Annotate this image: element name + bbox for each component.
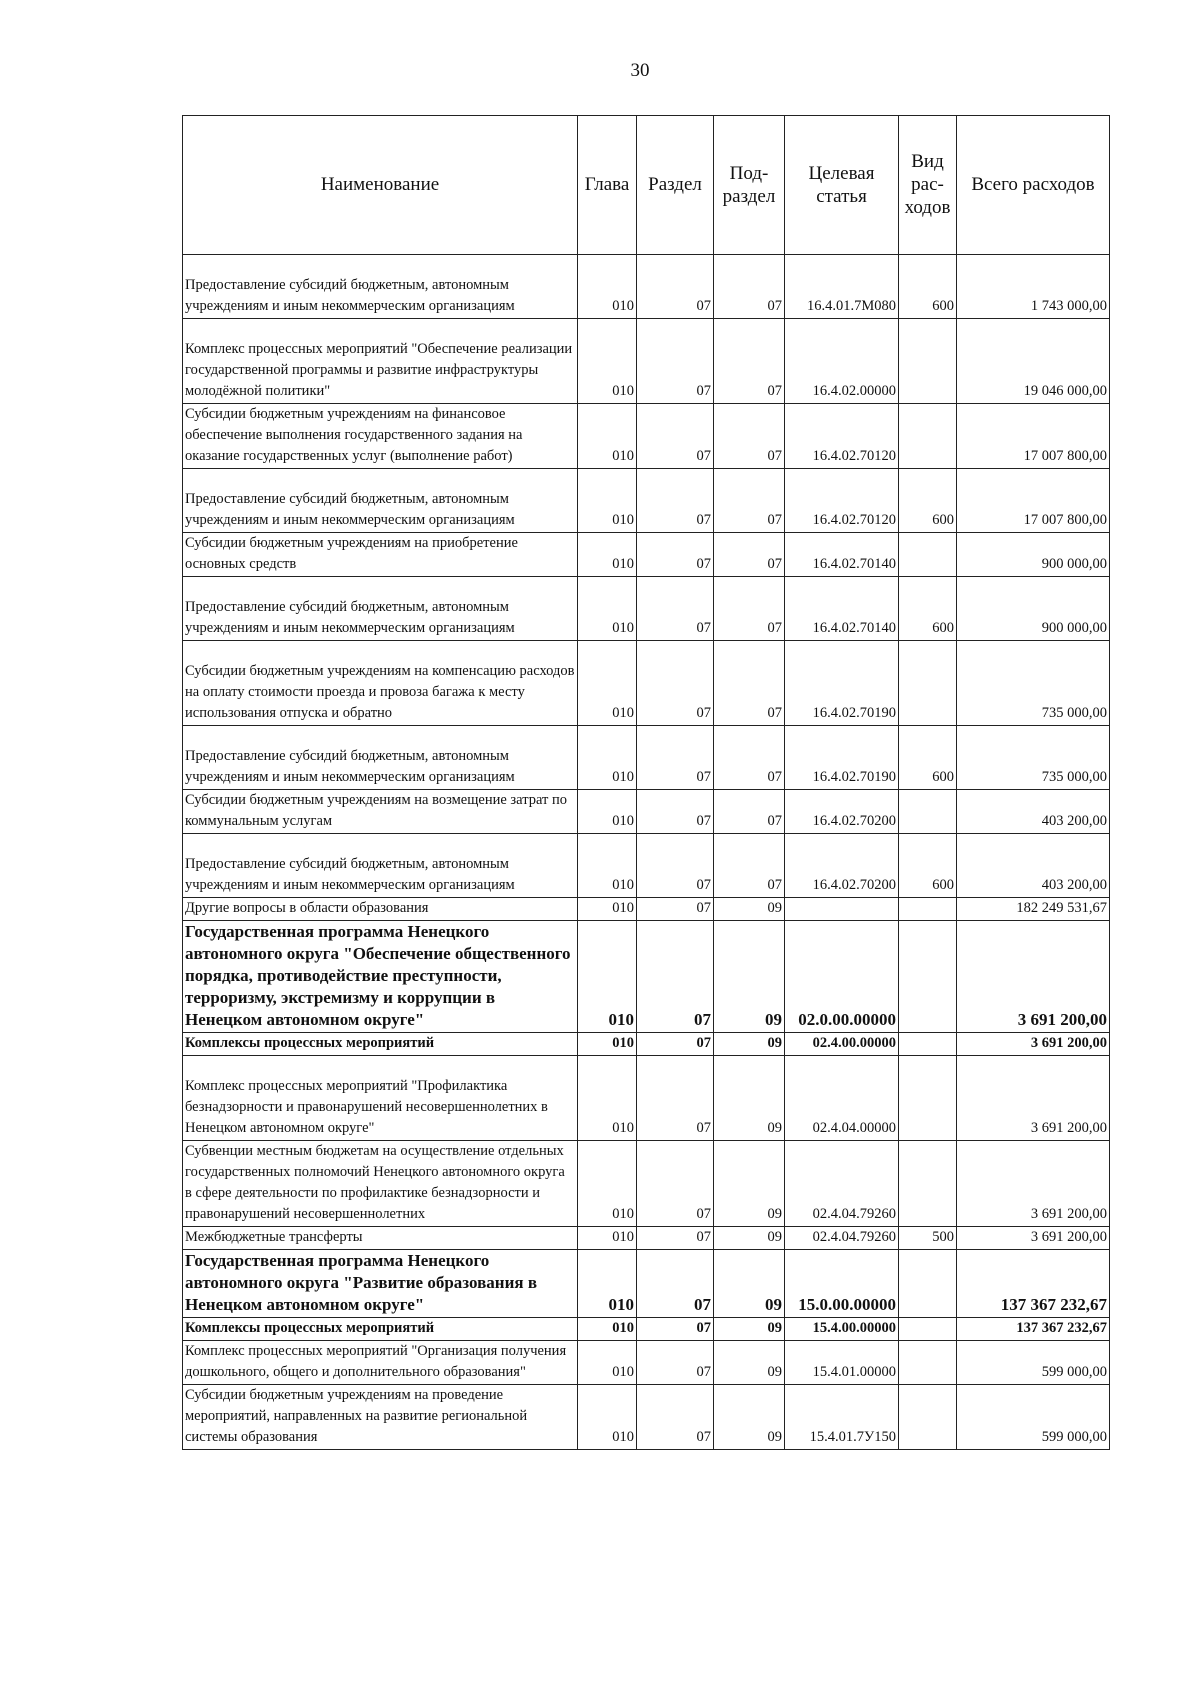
cell-total: 3 691 200,00 (957, 1141, 1110, 1227)
cell-total: 403 200,00 (957, 790, 1110, 834)
cell-podrazdel: 07 (714, 319, 785, 404)
cell-target: 16.4.02.70190 (785, 726, 899, 790)
cell-razdel: 07 (637, 1033, 714, 1056)
cell-razdel: 07 (637, 577, 714, 641)
table-row (183, 577, 1110, 641)
cell-vid: 600 (899, 726, 957, 790)
cell-vid (899, 319, 957, 404)
cell-target: 15.0.00.00000 (785, 1250, 899, 1318)
table-row (183, 469, 1110, 533)
cell-total: 182 249 531,67 (957, 898, 1110, 921)
table-row (183, 404, 1110, 469)
cell-podrazdel: 07 (714, 404, 785, 469)
cell-vid (899, 1341, 957, 1385)
cell-name: Субсидии бюджетным учреждениям на приобретение основных средств (183, 533, 578, 577)
table-row (183, 319, 1110, 404)
header-glava: Глава (578, 116, 637, 255)
cell-razdel: 07 (637, 1141, 714, 1227)
cell-target: 16.4.02.70120 (785, 469, 899, 533)
cell-vid: 600 (899, 834, 957, 898)
cell-razdel: 07 (637, 319, 714, 404)
cell-glava: 010 (578, 1341, 637, 1385)
cell-name: Субсидии бюджетным учреждениям на проведение мероприятий, направленных на развитие региональной системы образования (183, 1385, 578, 1450)
cell-razdel: 07 (637, 533, 714, 577)
table-row (183, 898, 1110, 921)
cell-podrazdel: 07 (714, 469, 785, 533)
cell-glava: 010 (578, 469, 637, 533)
header-row (183, 116, 1110, 255)
table-row (183, 1033, 1110, 1056)
cell-podrazdel: 09 (714, 1227, 785, 1250)
cell-vid (899, 898, 957, 921)
cell-total: 17 007 800,00 (957, 404, 1110, 469)
cell-podrazdel: 09 (714, 1318, 785, 1341)
cell-glava: 010 (578, 921, 637, 1033)
cell-vid: 600 (899, 469, 957, 533)
cell-podrazdel: 09 (714, 1341, 785, 1385)
table-row (183, 255, 1110, 319)
table-row (183, 641, 1110, 726)
cell-total: 3 691 200,00 (957, 1056, 1110, 1141)
cell-target: 16.4.02.70120 (785, 404, 899, 469)
cell-glava: 010 (578, 1033, 637, 1056)
cell-podrazdel: 07 (714, 726, 785, 790)
cell-glava: 010 (578, 1056, 637, 1141)
cell-vid (899, 1033, 957, 1056)
cell-total: 3 691 200,00 (957, 921, 1110, 1033)
cell-glava: 010 (578, 319, 637, 404)
cell-name: Предоставление субсидий бюджетным, автономным учреждениям и иным некоммерческим организациям (183, 469, 578, 533)
table-row (183, 1227, 1110, 1250)
cell-name: Государственная программа Ненецкого автономного округа "Развитие образования в Ненецком автономном округе" (183, 1250, 578, 1318)
table-row (183, 726, 1110, 790)
cell-target: 02.4.04.79260 (785, 1141, 899, 1227)
cell-vid (899, 1250, 957, 1318)
cell-glava: 010 (578, 1318, 637, 1341)
cell-name: Комплекс процессных мероприятий "Организация получения дошкольного, общего и дополнительного образования" (183, 1341, 578, 1385)
cell-target: 16.4.02.70200 (785, 834, 899, 898)
cell-target: 16.4.01.7М080 (785, 255, 899, 319)
cell-total: 735 000,00 (957, 641, 1110, 726)
cell-glava: 010 (578, 790, 637, 834)
cell-total: 735 000,00 (957, 726, 1110, 790)
cell-vid: 600 (899, 577, 957, 641)
cell-podrazdel: 07 (714, 641, 785, 726)
header-total: Всего расходов (957, 116, 1110, 255)
cell-vid (899, 790, 957, 834)
cell-razdel: 07 (637, 469, 714, 533)
cell-razdel: 07 (637, 1385, 714, 1450)
cell-name: Субсидии бюджетным учреждениям на возмещение затрат по коммунальным услугам (183, 790, 578, 834)
cell-podrazdel: 07 (714, 577, 785, 641)
cell-name: Другие вопросы в области образования (183, 898, 578, 921)
cell-glava: 010 (578, 255, 637, 319)
cell-razdel: 07 (637, 921, 714, 1033)
header-name: Наименование (183, 116, 578, 255)
cell-glava: 010 (578, 1385, 637, 1450)
cell-name: Государственная программа Ненецкого автономного округа "Обеспечение общественного порядка, противодействие преступности, терроризму, экстремизму и коррупции в Ненецком автономном округе" (183, 921, 578, 1033)
page-number: 30 (630, 60, 650, 81)
cell-glava: 010 (578, 1250, 637, 1318)
cell-razdel: 07 (637, 404, 714, 469)
cell-vid (899, 404, 957, 469)
cell-total: 3 691 200,00 (957, 1033, 1110, 1056)
cell-razdel: 07 (637, 255, 714, 319)
table-row (183, 1056, 1110, 1141)
cell-name: Комплексы процессных мероприятий (183, 1318, 578, 1341)
cell-podrazdel: 09 (714, 898, 785, 921)
cell-target: 02.4.04.79260 (785, 1227, 899, 1250)
cell-podrazdel: 07 (714, 533, 785, 577)
cell-vid: 500 (899, 1227, 957, 1250)
table-row (183, 533, 1110, 577)
cell-razdel: 07 (637, 898, 714, 921)
cell-vid (899, 1141, 957, 1227)
cell-vid: 600 (899, 255, 957, 319)
table-row (183, 834, 1110, 898)
cell-total: 900 000,00 (957, 533, 1110, 577)
cell-podrazdel: 07 (714, 834, 785, 898)
cell-target: 16.4.02.70140 (785, 533, 899, 577)
cell-glava: 010 (578, 1141, 637, 1227)
cell-name: Субвенции местным бюджетам на осуществление отдельных государственных полномочий Ненецкого автономного округа в сфере деятельности по профилактике безнадзорности и правонарушений несовершеннолетних (183, 1141, 578, 1227)
cell-glava: 010 (578, 577, 637, 641)
cell-name: Комплекс процессных мероприятий "Обеспечение реализации государственной программы и развитие инфраструктуры молодёжной политики" (183, 319, 578, 404)
cell-razdel: 07 (637, 790, 714, 834)
table-row (183, 790, 1110, 834)
cell-total: 403 200,00 (957, 834, 1110, 898)
cell-name: Субсидии бюджетным учреждениям на финансовое обеспечение выполнения государственного задания на оказание государственных услуг (выполнение работ) (183, 404, 578, 469)
cell-podrazdel: 09 (714, 1141, 785, 1227)
table-row (183, 1341, 1110, 1385)
cell-podrazdel: 07 (714, 790, 785, 834)
cell-podrazdel: 09 (714, 1033, 785, 1056)
cell-name: Межбюджетные трансферты (183, 1227, 578, 1250)
header-vid: Вид рас-ходов (899, 116, 957, 255)
header-target: Целевая статья (785, 116, 899, 255)
cell-podrazdel: 09 (714, 921, 785, 1033)
cell-podrazdel: 09 (714, 1056, 785, 1141)
cell-target: 15.4.01.00000 (785, 1341, 899, 1385)
cell-total: 599 000,00 (957, 1385, 1110, 1450)
header-razdel: Раздел (637, 116, 714, 255)
cell-name: Комплексы процессных мероприятий (183, 1033, 578, 1056)
budget-table (182, 115, 1110, 1450)
cell-target: 16.4.02.70140 (785, 577, 899, 641)
cell-name: Предоставление субсидий бюджетным, автономным учреждениям и иным некоммерческим организациям (183, 255, 578, 319)
table-row (183, 1318, 1110, 1341)
cell-total: 599 000,00 (957, 1341, 1110, 1385)
cell-name: Предоставление субсидий бюджетным, автономным учреждениям и иным некоммерческим организациям (183, 834, 578, 898)
cell-vid (899, 921, 957, 1033)
table-row (183, 1250, 1110, 1318)
cell-target: 15.4.01.7У150 (785, 1385, 899, 1450)
cell-glava: 010 (578, 834, 637, 898)
cell-target: 16.4.02.70190 (785, 641, 899, 726)
cell-target: 15.4.00.00000 (785, 1318, 899, 1341)
cell-total: 137 367 232,67 (957, 1250, 1110, 1318)
cell-total: 137 367 232,67 (957, 1318, 1110, 1341)
cell-name: Комплекс процессных мероприятий "Профилактика безнадзорности и правонарушений несовершеннолетних в Ненецком автономном округе" (183, 1056, 578, 1141)
cell-glava: 010 (578, 641, 637, 726)
cell-vid (899, 641, 957, 726)
cell-podrazdel: 09 (714, 1385, 785, 1450)
cell-vid (899, 1385, 957, 1450)
cell-razdel: 07 (637, 834, 714, 898)
cell-razdel: 07 (637, 1227, 714, 1250)
cell-target: 02.4.04.00000 (785, 1056, 899, 1141)
table-row (183, 921, 1110, 1033)
cell-total: 1 743 000,00 (957, 255, 1110, 319)
cell-target: 16.4.02.70200 (785, 790, 899, 834)
cell-glava: 010 (578, 404, 637, 469)
cell-target: 16.4.02.00000 (785, 319, 899, 404)
cell-razdel: 07 (637, 1341, 714, 1385)
cell-target: 02.4.00.00000 (785, 1033, 899, 1056)
cell-name: Субсидии бюджетным учреждениям на компенсацию расходов на оплату стоимости проезда и провоза багажа к месту использования отпуска и обратно (183, 641, 578, 726)
cell-razdel: 07 (637, 1250, 714, 1318)
cell-target: 02.0.00.00000 (785, 921, 899, 1033)
cell-glava: 010 (578, 898, 637, 921)
cell-vid (899, 533, 957, 577)
table-row (183, 1141, 1110, 1227)
table-row (183, 1385, 1110, 1450)
cell-razdel: 07 (637, 1318, 714, 1341)
cell-podrazdel: 09 (714, 1250, 785, 1318)
cell-name: Предоставление субсидий бюджетным, автономным учреждениям и иным некоммерческим организациям (183, 577, 578, 641)
cell-vid (899, 1056, 957, 1141)
cell-target (785, 898, 899, 921)
cell-razdel: 07 (637, 641, 714, 726)
cell-razdel: 07 (637, 726, 714, 790)
cell-total: 3 691 200,00 (957, 1227, 1110, 1250)
header-podrazdel: Под-раздел (714, 116, 785, 255)
cell-podrazdel: 07 (714, 255, 785, 319)
cell-glava: 010 (578, 1227, 637, 1250)
cell-total: 19 046 000,00 (957, 319, 1110, 404)
cell-name: Предоставление субсидий бюджетным, автономным учреждениям и иным некоммерческим организациям (183, 726, 578, 790)
cell-razdel: 07 (637, 1056, 714, 1141)
cell-total: 900 000,00 (957, 577, 1110, 641)
cell-total: 17 007 800,00 (957, 469, 1110, 533)
cell-glava: 010 (578, 726, 637, 790)
cell-vid (899, 1318, 957, 1341)
cell-glava: 010 (578, 533, 637, 577)
